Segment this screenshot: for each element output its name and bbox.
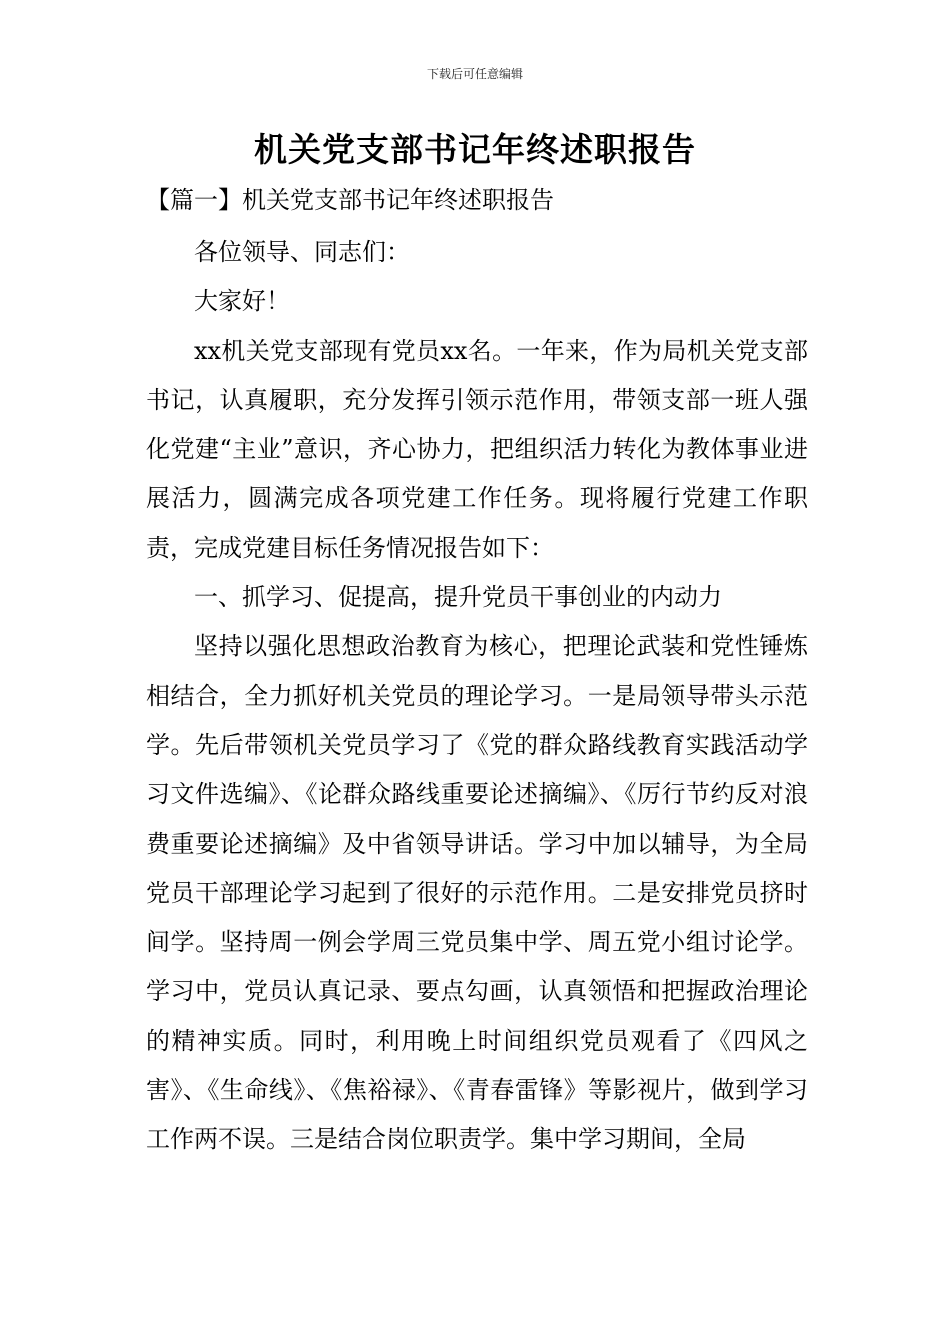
paragraph-subheading-1: 一、抓学习、促提高，提升党员干事创业的内动力 — [194, 583, 722, 612]
document-title: 机关党支部书记年终述职报告 — [254, 130, 696, 169]
paragraph-salutation: 各位领导、同志们： — [194, 238, 410, 266]
paragraph-study: 坚持以强化思想政治教育为核心，把理论武装和党性锤炼相结合，全力抓好机关党员的理论学习。一是局领导带头示范学。先后带领机关党员学习了《党的群众路线教育实践活动学习文件选编》、《论群众路线重要论述摘编》、《厉行节约反对浪费重要论述摘编》及中省领导讲话。学习中加以辅导，为全局党员干部理论学习起到了很好的示范作用。二是安排党员挤时间学。坚持周一例会学周三党员集中学、周五党小组讨论学。学习中，党员认真记录、要点勾画，认真领悟和把握政治理论的精神实质。同时，利用晚上时间组织党员观看了《四风之害》、《生命线》、《焦裕禄》、《青春雷锋》等影视片，做到学习工作两不误。三是结合岗位职责学。集中学习期间，全局 — [146, 632, 808, 1154]
paragraph-intro: xx机关党支部现有党员xx名。一年来，作为局机关党支部书记，认真履职，充分发挥引领示范作用，带领支部一班人强化党建“主业”意识，齐心协力，把组织活力转化为教体事业进展活力，圆满完成各项党建工作任务。现将履行党建工作职责，完成党建目标任务情况报告如下： — [146, 336, 808, 562]
header-note: 下载后可任意编辑 — [426, 67, 523, 81]
paragraph-greeting: 大家好！ — [194, 287, 290, 316]
section-heading: 【篇一】机关党支部书记年终述职报告 — [146, 186, 554, 214]
document-body — [146, 228, 808, 1165]
